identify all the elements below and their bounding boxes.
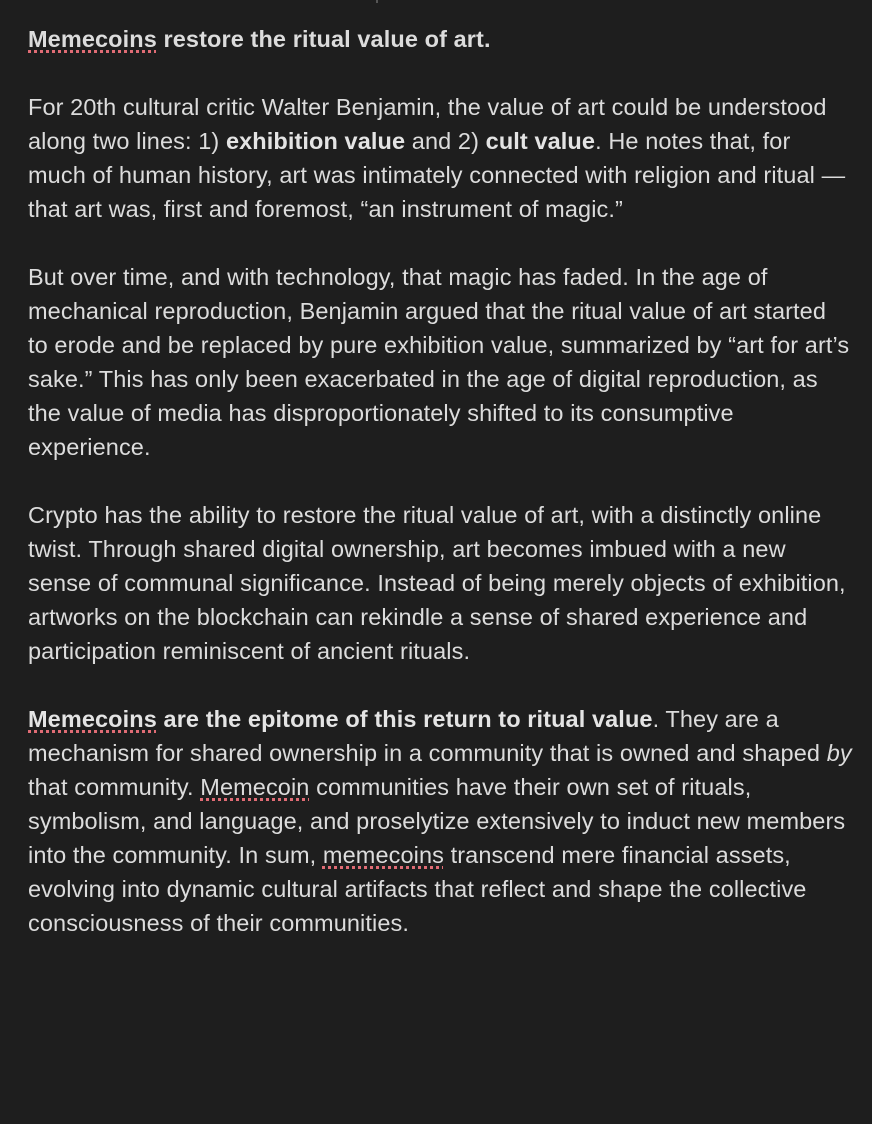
- paragraph-text: that community.: [28, 774, 201, 800]
- section-heading: [28, 22, 852, 56]
- italic-word: by: [826, 740, 852, 766]
- paragraph-text: transcend mere financial assets, evolving into dynamic cultural artifacts that reflect and shape the collective consciousness of their communities.: [28, 842, 807, 936]
- paragraph-text: . They are a mechanism for shared ownership in a community that is owned and shaped: [28, 706, 827, 766]
- paragraph-4: [28, 702, 852, 940]
- bold-term-cult-value: cult value: [485, 128, 596, 154]
- paragraph-text: For 20th cultural critic Walter Benjamin, the value of art could be understood along two lines: 1): [28, 94, 827, 154]
- scroll-marker: [376, 0, 378, 3]
- paragraph-2: But over time, and with technology, that magic has faded. In the age of mechanical reproduction, Benjamin argued that the ritual value of art started to erode and be replaced by pure exhibition value, summarized by “art for art’s sake.” This has only been exacerbated in the age of digital reproduction, as the value of media has disproportionately shifted to its consumptive experience.: [28, 264, 850, 460]
- misspelled-word[interactable]: Memecoins: [28, 26, 157, 52]
- bold-phrase-text: are the epitome of this return to ritual value: [156, 706, 653, 732]
- paragraph-3: Crypto has the ability to restore the ritual value of art, with a distinctly online twist. Through shared digital ownership, art becomes imbued with a new sense of communal significance. Instead of being merely objects of exhibition, artworks on the blockchain can rekindle a sense of shared experience and participation reminiscent of ancient rituals.: [28, 502, 846, 664]
- misspelled-word[interactable]: memecoins: [322, 842, 444, 868]
- misspelled-word[interactable]: Memecoin: [200, 774, 310, 800]
- misspelled-word[interactable]: Memecoins: [28, 706, 157, 732]
- paragraph-1: [28, 90, 852, 226]
- paragraph-text: communities have their own set of rituals, symbolism, and language, and proselytize extensively to induct new members into the community. In sum,: [28, 774, 846, 868]
- bold-phrase: [28, 706, 653, 732]
- paragraph-text: . He notes that, for much of human history, art was intimately connected with religion and ritual — that art was, first and foremost, “an instrument of magic.”: [28, 128, 846, 222]
- heading-text: restore the ritual value of art.: [156, 26, 491, 52]
- bold-term-exhibition-value: exhibition value: [225, 128, 406, 154]
- paragraph-text: and 2): [405, 128, 486, 154]
